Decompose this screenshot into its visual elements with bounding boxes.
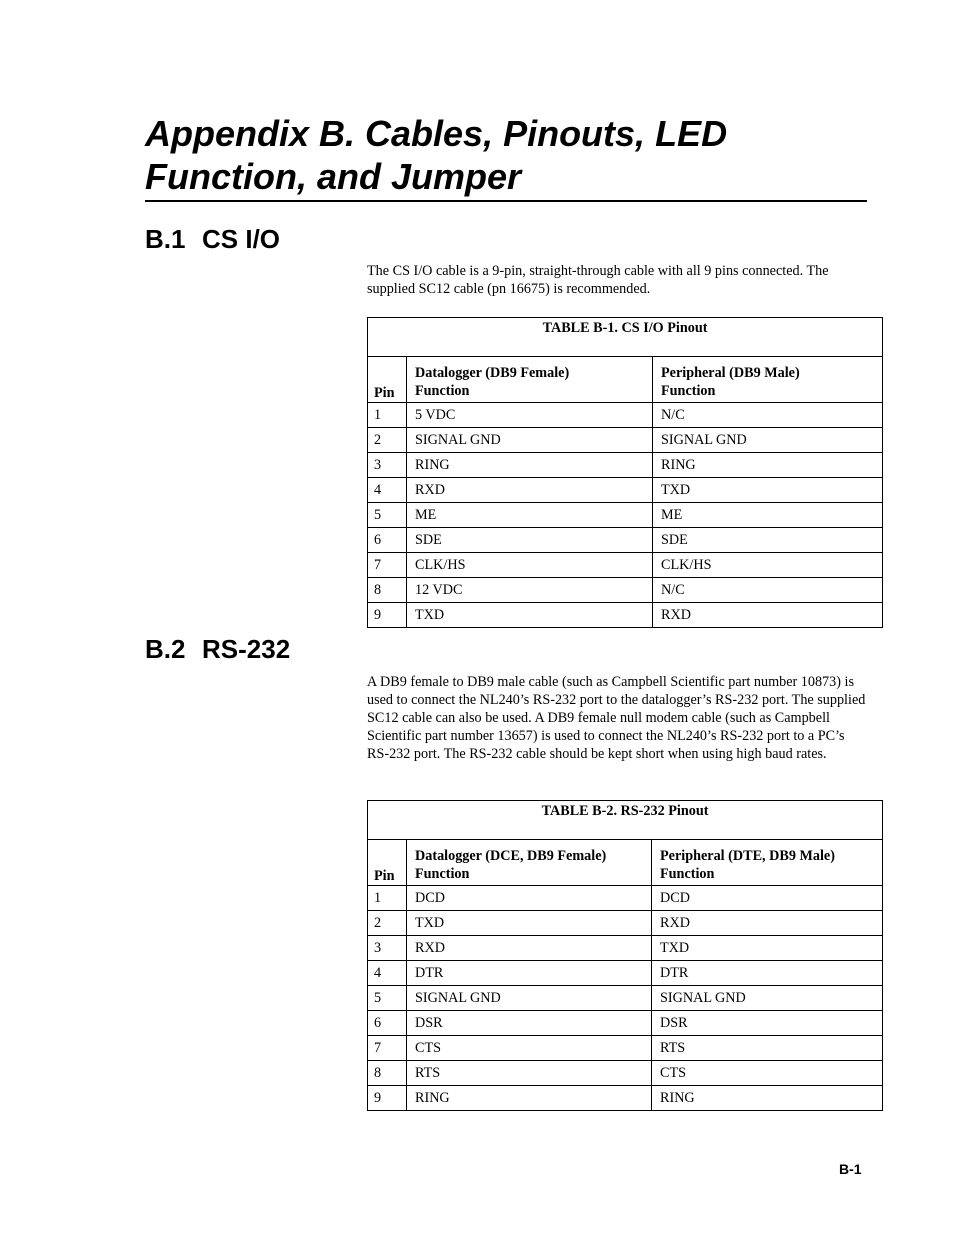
datalogger-cell: RXD [407,936,652,961]
peripheral-cell: RXD [652,911,883,936]
pin-cell: 5 [368,986,407,1011]
table-caption-row [368,318,883,357]
column-header-peripheral-line1: Peripheral (DB9 Male) [661,365,800,381]
peripheral-cell: TXD [652,936,883,961]
column-header-datalogger-line1: Datalogger (DCE, DB9 Female) [415,848,607,864]
column-header-peripheral-line2: Function [661,383,716,399]
column-header-peripheral [652,840,883,886]
section-b2-number: B.2 [145,634,186,664]
table-row [368,578,883,603]
pin-cell: 1 [368,886,407,911]
section-b1-title: CS I/O [202,224,281,254]
datalogger-cell: CTS [407,1036,652,1061]
datalogger-cell: RING [407,1086,652,1111]
appendix-title-line1: Appendix B. Cables, Pinouts, LED [145,113,728,154]
section-b2-heading [145,634,290,664]
table-row [368,886,883,911]
table-row [368,1036,883,1061]
column-header-datalogger [407,357,653,403]
datalogger-cell: SDE [407,528,653,553]
appendix-title [145,112,867,198]
datalogger-cell: 12 VDC [407,578,653,603]
table-row [368,1011,883,1036]
peripheral-cell: SDE [653,528,883,553]
pin-cell: 8 [368,1061,407,1086]
table-row [368,453,883,478]
peripheral-cell: CLK/HS [653,553,883,578]
table-caption-row [368,801,883,840]
section-b1-paragraph: The CS I/O cable is a 9-pin, straight-through cable with all 9 pins connected. The supplied SC12 cable (pn 16675) is recommended. [367,263,829,297]
pin-cell: 9 [368,1086,407,1111]
table-header-row [368,357,883,403]
pin-cell: 6 [368,528,407,553]
page-number: B-1 [839,1161,862,1177]
peripheral-cell: DTR [652,961,883,986]
table-caption: TABLE B-2. RS-232 Pinout [368,801,883,840]
pin-cell: 4 [368,478,407,503]
title-rule [145,200,867,202]
table-row [368,553,883,578]
column-header-datalogger-line2: Function [415,383,470,399]
datalogger-cell: TXD [407,603,653,628]
table-row [368,478,883,503]
table-row [368,428,883,453]
pin-cell: 1 [368,403,407,428]
table-row [368,986,883,1011]
datalogger-cell: TXD [407,911,652,936]
peripheral-cell: TXD [653,478,883,503]
peripheral-cell: RTS [652,1036,883,1061]
pin-cell: 5 [368,503,407,528]
peripheral-cell: RING [652,1086,883,1111]
peripheral-cell: DCD [652,886,883,911]
peripheral-cell: DSR [652,1011,883,1036]
table-row [368,1086,883,1111]
pin-cell: 3 [368,936,407,961]
column-header-datalogger-line2: Function [415,866,470,882]
datalogger-cell: 5 VDC [407,403,653,428]
datalogger-cell: DTR [407,961,652,986]
column-header-datalogger-line1: Datalogger (DB9 Female) [415,365,570,381]
pin-cell: 4 [368,961,407,986]
column-header-peripheral [653,357,883,403]
table-row [368,403,883,428]
appendix-title-line2: Function, and Jumper [145,156,522,197]
cs-io-pinout-table [367,317,883,628]
column-header-peripheral-line2: Function [660,866,715,882]
section-b1-number: B.1 [145,224,186,254]
datalogger-cell: CLK/HS [407,553,653,578]
peripheral-cell: CTS [652,1061,883,1086]
table-header-row [368,840,883,886]
table-row [368,1061,883,1086]
table-row [368,503,883,528]
section-b2-paragraph: A DB9 female to DB9 male cable (such as Campbell Scientific part number 10873) is used to connect the NL240’s RS-232 port to the datalogger’s RS-232 port. The supplied SC12 cable can also be used. A DB9 female null modem cable (such as Campbell Scientific part number 13657) is used to connect the NL240’s RS-232 port to a PC’s RS-232 port. The RS-232 cable should be kept short when using high baud rates. [367,674,866,762]
section-b1-heading [145,224,280,254]
datalogger-cell: RING [407,453,653,478]
datalogger-cell: DSR [407,1011,652,1036]
column-header-datalogger [407,840,652,886]
peripheral-cell: SIGNAL GND [653,428,883,453]
section-b2-title: RS-232 [202,634,291,664]
table-row [368,936,883,961]
pin-cell: 7 [368,553,407,578]
pin-cell: 7 [368,1036,407,1061]
column-header-pin: Pin [368,357,407,403]
column-header-pin: Pin [368,840,407,886]
table-row [368,911,883,936]
pin-cell: 2 [368,428,407,453]
datalogger-cell: SIGNAL GND [407,428,653,453]
peripheral-cell: RING [653,453,883,478]
pin-cell: 6 [368,1011,407,1036]
peripheral-cell: N/C [653,578,883,603]
datalogger-cell: DCD [407,886,652,911]
datalogger-cell: RTS [407,1061,652,1086]
table-row [368,603,883,628]
table-row [368,528,883,553]
rs232-pinout-table [367,800,883,1111]
table-row [368,961,883,986]
pin-cell: 9 [368,603,407,628]
peripheral-cell: SIGNAL GND [652,986,883,1011]
table-caption: TABLE B-1. CS I/O Pinout [368,318,883,357]
peripheral-cell: ME [653,503,883,528]
datalogger-cell: ME [407,503,653,528]
peripheral-cell: RXD [653,603,883,628]
pin-cell: 8 [368,578,407,603]
peripheral-cell: N/C [653,403,883,428]
datalogger-cell: SIGNAL GND [407,986,652,1011]
pin-cell: 3 [368,453,407,478]
pin-cell: 2 [368,911,407,936]
column-header-peripheral-line1: Peripheral (DTE, DB9 Male) [660,848,835,864]
datalogger-cell: RXD [407,478,653,503]
